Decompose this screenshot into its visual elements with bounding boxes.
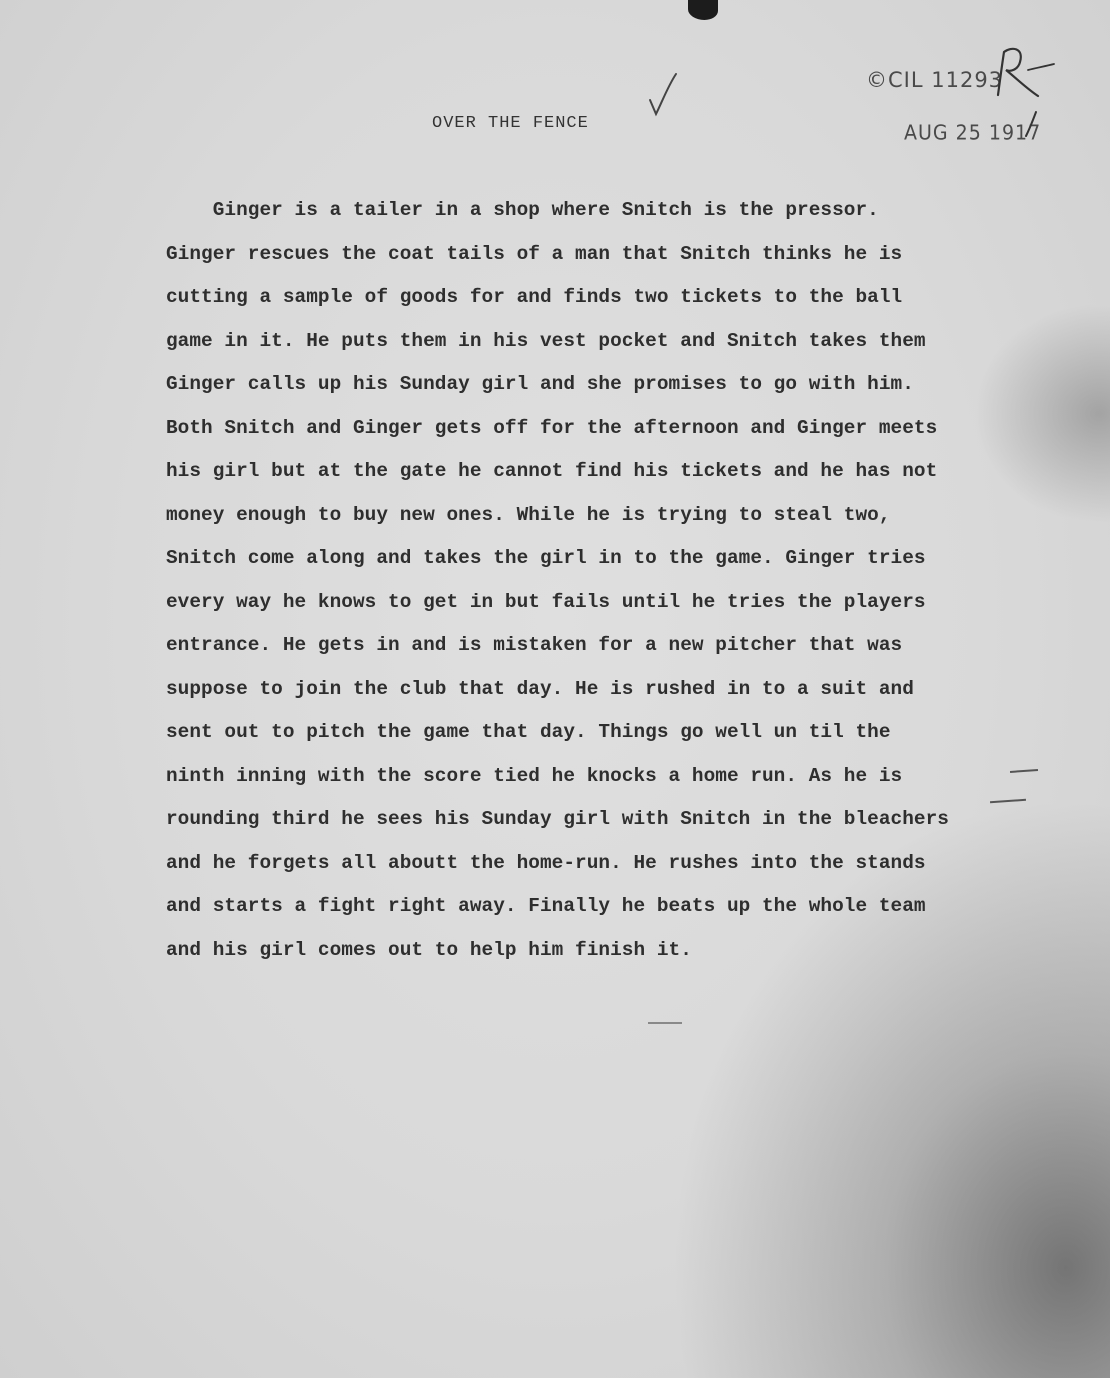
text-line: Both Snitch and Ginger gets off for the afternoon and Ginger meets bbox=[166, 416, 938, 439]
text-line: entrance. He gets in and is mistaken for a new pitcher that was bbox=[166, 634, 903, 656]
copyright-stamp-date: AUG 25 1917 bbox=[904, 121, 1042, 145]
text-line: Ginger rescues the coat tails of a man that Snitch thinks he is bbox=[166, 242, 903, 265]
text-line: Snitch come along and takes the girl in to the game. Ginger tries bbox=[166, 547, 926, 569]
ink-blot bbox=[688, 0, 718, 20]
text-line: and starts a fight right away. Finally he beats up the whole team bbox=[166, 895, 926, 917]
text-line: every way he knows to get in but fails until he tries the players bbox=[166, 590, 926, 613]
document-title: OVER THE FENCE bbox=[432, 114, 589, 133]
text-line: game in it. He puts them in his vest pocket and Snitch takes them bbox=[166, 329, 926, 352]
end-dash bbox=[648, 1022, 682, 1024]
pencil-tick-mark bbox=[1020, 110, 1040, 140]
text-line: ninth inning with the score tied he knocks a home run. As he is bbox=[166, 764, 903, 787]
text-line: money enough to buy new ones. While he is trying to steal two, bbox=[166, 503, 891, 526]
text-line: suppose to join the club that day. He is rushed in to a suit and bbox=[166, 677, 914, 700]
text-line: Ginger is a tailer in a shop where Snitch is the pressor. bbox=[166, 199, 879, 221]
text-line: and his girl comes out to help him finish it. bbox=[166, 938, 692, 961]
text-line: sent out to pitch the game that day. Things go well un til the bbox=[166, 721, 891, 743]
text-line: rounding third he sees his Sunday girl with Snitch in the bleachers bbox=[166, 808, 949, 830]
typed-synopsis bbox=[166, 194, 1066, 977]
text-line: cutting a sample of goods for and finds two tickets to the ball bbox=[166, 286, 903, 308]
text-line: his girl but at the gate he cannot find his tickets and he has not bbox=[166, 460, 938, 482]
handwritten-initials-mark bbox=[990, 40, 1060, 110]
copyright-stamp-id: ©CIL 11293 bbox=[866, 68, 1004, 92]
text-line: Ginger calls up his Sunday girl and she promises to go with him. bbox=[166, 373, 914, 395]
text-line: and he forgets all aboutt the home-run. He rushes into the stands bbox=[166, 851, 926, 874]
pencil-check-mark bbox=[648, 72, 678, 122]
